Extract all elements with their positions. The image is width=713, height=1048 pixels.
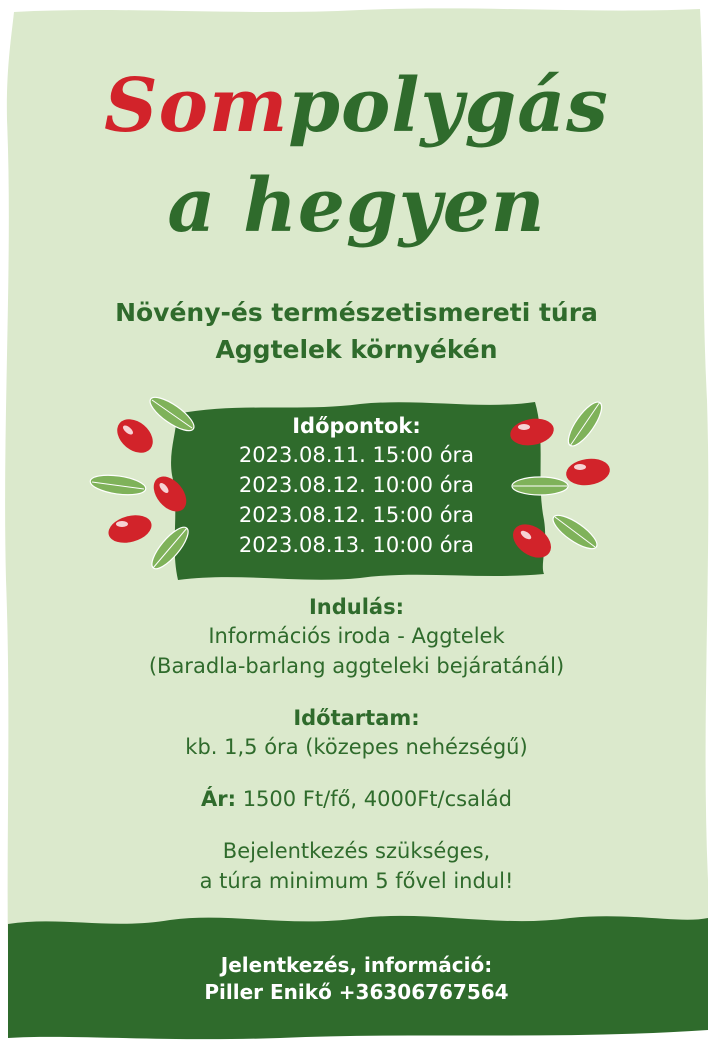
price-label: Ár: (200, 787, 236, 811)
contact-heading: Jelentkezés, információ: (220, 953, 493, 977)
title-highlight: Som (104, 63, 289, 149)
subtitle-line1: Növény-és természetismereti túra (115, 298, 598, 327)
duration-value: kb. 1,5 óra (közepes nehézségű) (185, 735, 528, 759)
schedule-date: 2023.08.12. 15:00 óra (238, 503, 475, 527)
departure-label: Indulás: (308, 595, 404, 619)
schedule-date: 2023.08.13. 10:00 óra (238, 533, 475, 557)
schedule-date: 2023.08.11. 15:00 óra (238, 443, 475, 467)
price-line (0, 784, 713, 814)
title-rest: polygás (288, 63, 609, 149)
departure-location-detail: (Baradla-barlang aggteleki bejáratánál) (148, 654, 565, 678)
contact-person: Piller Enikő +36306767564 (204, 980, 509, 1004)
notice-line1: Bejelentkezés szükséges, (222, 839, 491, 863)
schedule-date: 2023.08.12. 10:00 óra (238, 473, 475, 497)
price-value: 1500 Ft/fő, 4000Ft/család (242, 787, 513, 811)
schedule-heading: Időpontok: (292, 414, 421, 438)
duration-label: Időtartam: (293, 706, 420, 730)
poster-title-line2: a hegyen (167, 163, 546, 249)
poster-title-line1 (0, 58, 713, 154)
departure-location: Információs iroda - Aggtelek (208, 624, 505, 648)
notice-line2: a túra minimum 5 fővel indul! (199, 869, 514, 893)
subtitle-line2: Aggtelek környékén (215, 335, 498, 364)
